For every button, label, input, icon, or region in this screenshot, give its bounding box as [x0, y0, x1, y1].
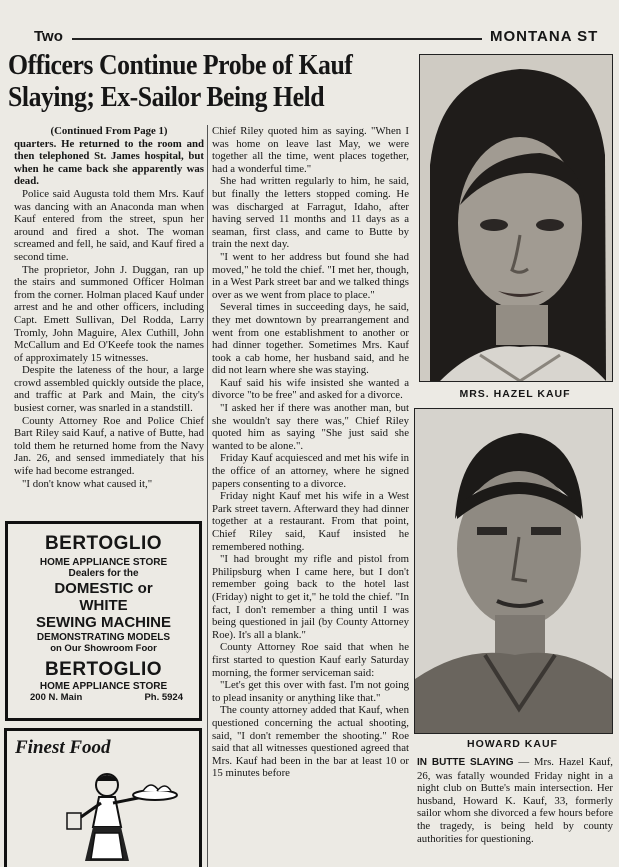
- column2-paragraph: County Attorney Roe said that when he first started to question Kauf early Saturday morning, the former serviceman said:: [212, 641, 409, 679]
- column2-paragraph: Kauf said his wife insisted she wanted a divorce "to be free" and asked for a divorce.: [212, 376, 409, 402]
- bertoglio-advertisement: [5, 521, 202, 721]
- ad-line: DEMONSTRATING MODELS: [36, 632, 171, 643]
- ad-line: HOME APPLIANCE STORE: [39, 681, 168, 692]
- column2-paragraph: "I had brought my rifle and pistol from Philipsburg when I came here, but I don't remember going back to the hotel last (Friday) night to get it," he told the chief. "In fact, I don't remember a thing until I was being questioned in jail (by County Attorney Roe). It's all a blank.": [212, 553, 409, 641]
- ad-store-name: BERTOGLIO: [44, 533, 163, 554]
- continued-line: (Continued From Page 1): [50, 125, 168, 137]
- column2-paragraph: Friday Kauf acquiesced and met his wife in the office of an attorney, where he signed papers consenting to a divorce.: [212, 452, 409, 490]
- column2-paragraph: The county attorney added that Kauf, when questioned concerning the actual shooting, said, "I don't remember the shooting." Roe said that all witnesses questioned agreed that Mrs. Kauf had been in the bar at least 10 or 15 minutes before: [212, 704, 409, 780]
- column1-paragraph: County Attorney Roe and Police Chief Bart Riley said Kauf, a native of Butte, had told them he returned home from the Navy Jan. 26, and sensed immediately that his wife had become estranged.: [14, 414, 204, 478]
- photo-cutline: [417, 756, 613, 845]
- folio-rule: [72, 38, 482, 40]
- column1-lead: quarters. He returned to the room and then telephoned St. James hospital, but when he came back she apparently was dead.: [14, 137, 204, 188]
- column1-paragraph: The proprietor, John J. Duggan, ran up the stairs and summoned Officer Holman from the corner. Holman placed Kauf under arrest and he and other officers, including Capt. Emett Sullivan, Del Rodda, Larry Tromly, John Maguire, Alex Cuthill, John McCallum and Ed O'Keefe took the names of approximately 15 witnesses.: [14, 263, 204, 364]
- ad-line: DOMESTIC or: [54, 580, 153, 597]
- section-name: MONTANA ST: [490, 28, 599, 45]
- headline: Officers Continue Probe of Kauf Slaying; Ex-Sailor Being Held: [8, 50, 353, 113]
- finest-food-advertisement: [4, 728, 202, 867]
- photo-hazel-kauf: [419, 54, 613, 382]
- column2-paragraph: "Let's get this over with fast. I'm not going to plead insanity or anything like that.": [212, 679, 409, 704]
- photo-caption-hazel: MRS. HAZEL KAUF: [459, 388, 571, 400]
- photo-howard-kauf: [414, 408, 613, 734]
- portrait-woman-image: [420, 55, 612, 381]
- portrait-man-image: [415, 409, 612, 733]
- column1-paragraph: Police said Augusta told them Mrs. Kauf was dancing with an Anaconda man when Kauf entered from the street, spun her around and fired a shot. The woman screamed and fell, he said, and Kauf fired a second time.: [14, 187, 204, 263]
- ad-line: WHITE: [79, 597, 128, 614]
- column2-paragraph: Chief Riley quoted him as saying. "When I was home on leave last May, we were together all the time, went places together, had a wonderful time.": [212, 125, 409, 175]
- ad-address: 200 N. Main: [30, 692, 83, 703]
- ad-line: on Our Showroom Foor: [50, 643, 157, 654]
- column2-paragraph: She had written regularly to him, he said, but finally the letters stopped coming. He was discharged at Farragut, Idaho, after having served 11 months and 11 days as a seaman, first class, and came to Butte by train the next day.: [212, 175, 409, 251]
- ad-phone: Ph. 5924: [144, 692, 183, 703]
- ad-store-name: BERTOGLIO: [44, 659, 163, 680]
- column1-paragraph: "I don't know what caused it,": [22, 477, 153, 490]
- column2-paragraph: "I went to her address but found she had moved," he told the chief. "I met her, though, in a West Park street bar and we talked things over as we went from place to place.": [212, 250, 409, 301]
- article-column-1: [14, 125, 204, 490]
- ad-food-title: Finest Food: [15, 737, 111, 758]
- waitress-illustration: [47, 767, 197, 863]
- ad-line: HOME APPLIANCE STORE: [39, 557, 168, 568]
- ad-line: Dealers for the: [68, 568, 139, 579]
- photo-caption-howard: HOWARD KAUF: [467, 738, 558, 750]
- column2-paragraph: Friday night Kauf met his wife in a West Park street tavern. Afterward they had dinner together at a restaurant. From that point, Chief Riley said, Kauf insisted he remembered nothing.: [212, 490, 409, 553]
- cutline-kicker: IN BUTTE SLAYING: [417, 757, 514, 768]
- column2-paragraph: Several times in succeeding days, he said, they met downtown by prearrangement and went from one establishment to another or had dinner together. Sometimes Mrs. Kauf took a cab home, her husband said, and he did not learn where she was staying.: [212, 301, 409, 377]
- cutline-text: — Mrs. Hazel Kauf, 26, was fatally wounded Friday night in a night club on Butte's main intersection. Her husband, Howard K. Kauf, 33, formerly sailor whom she divorced a few hours before the tragedy, is being held by county authorities for questioning.: [417, 756, 614, 845]
- column-rule: [207, 125, 208, 867]
- column1-paragraph: Despite the lateness of the hour, a large crowd assembled quickly outside the place, and traffic at Park and Main, the city's busiest corner, was snarled in a standstill.: [14, 364, 204, 415]
- page-number: Two: [34, 28, 63, 45]
- column2-paragraph: "I asked her if there was another man, but she wouldn't say there was," Chief Riley quoted him as saying "She just said she wanted to be alone.".: [212, 402, 409, 452]
- article-column-2: [212, 125, 409, 867]
- ad-line: SEWING MACHINE: [36, 614, 171, 631]
